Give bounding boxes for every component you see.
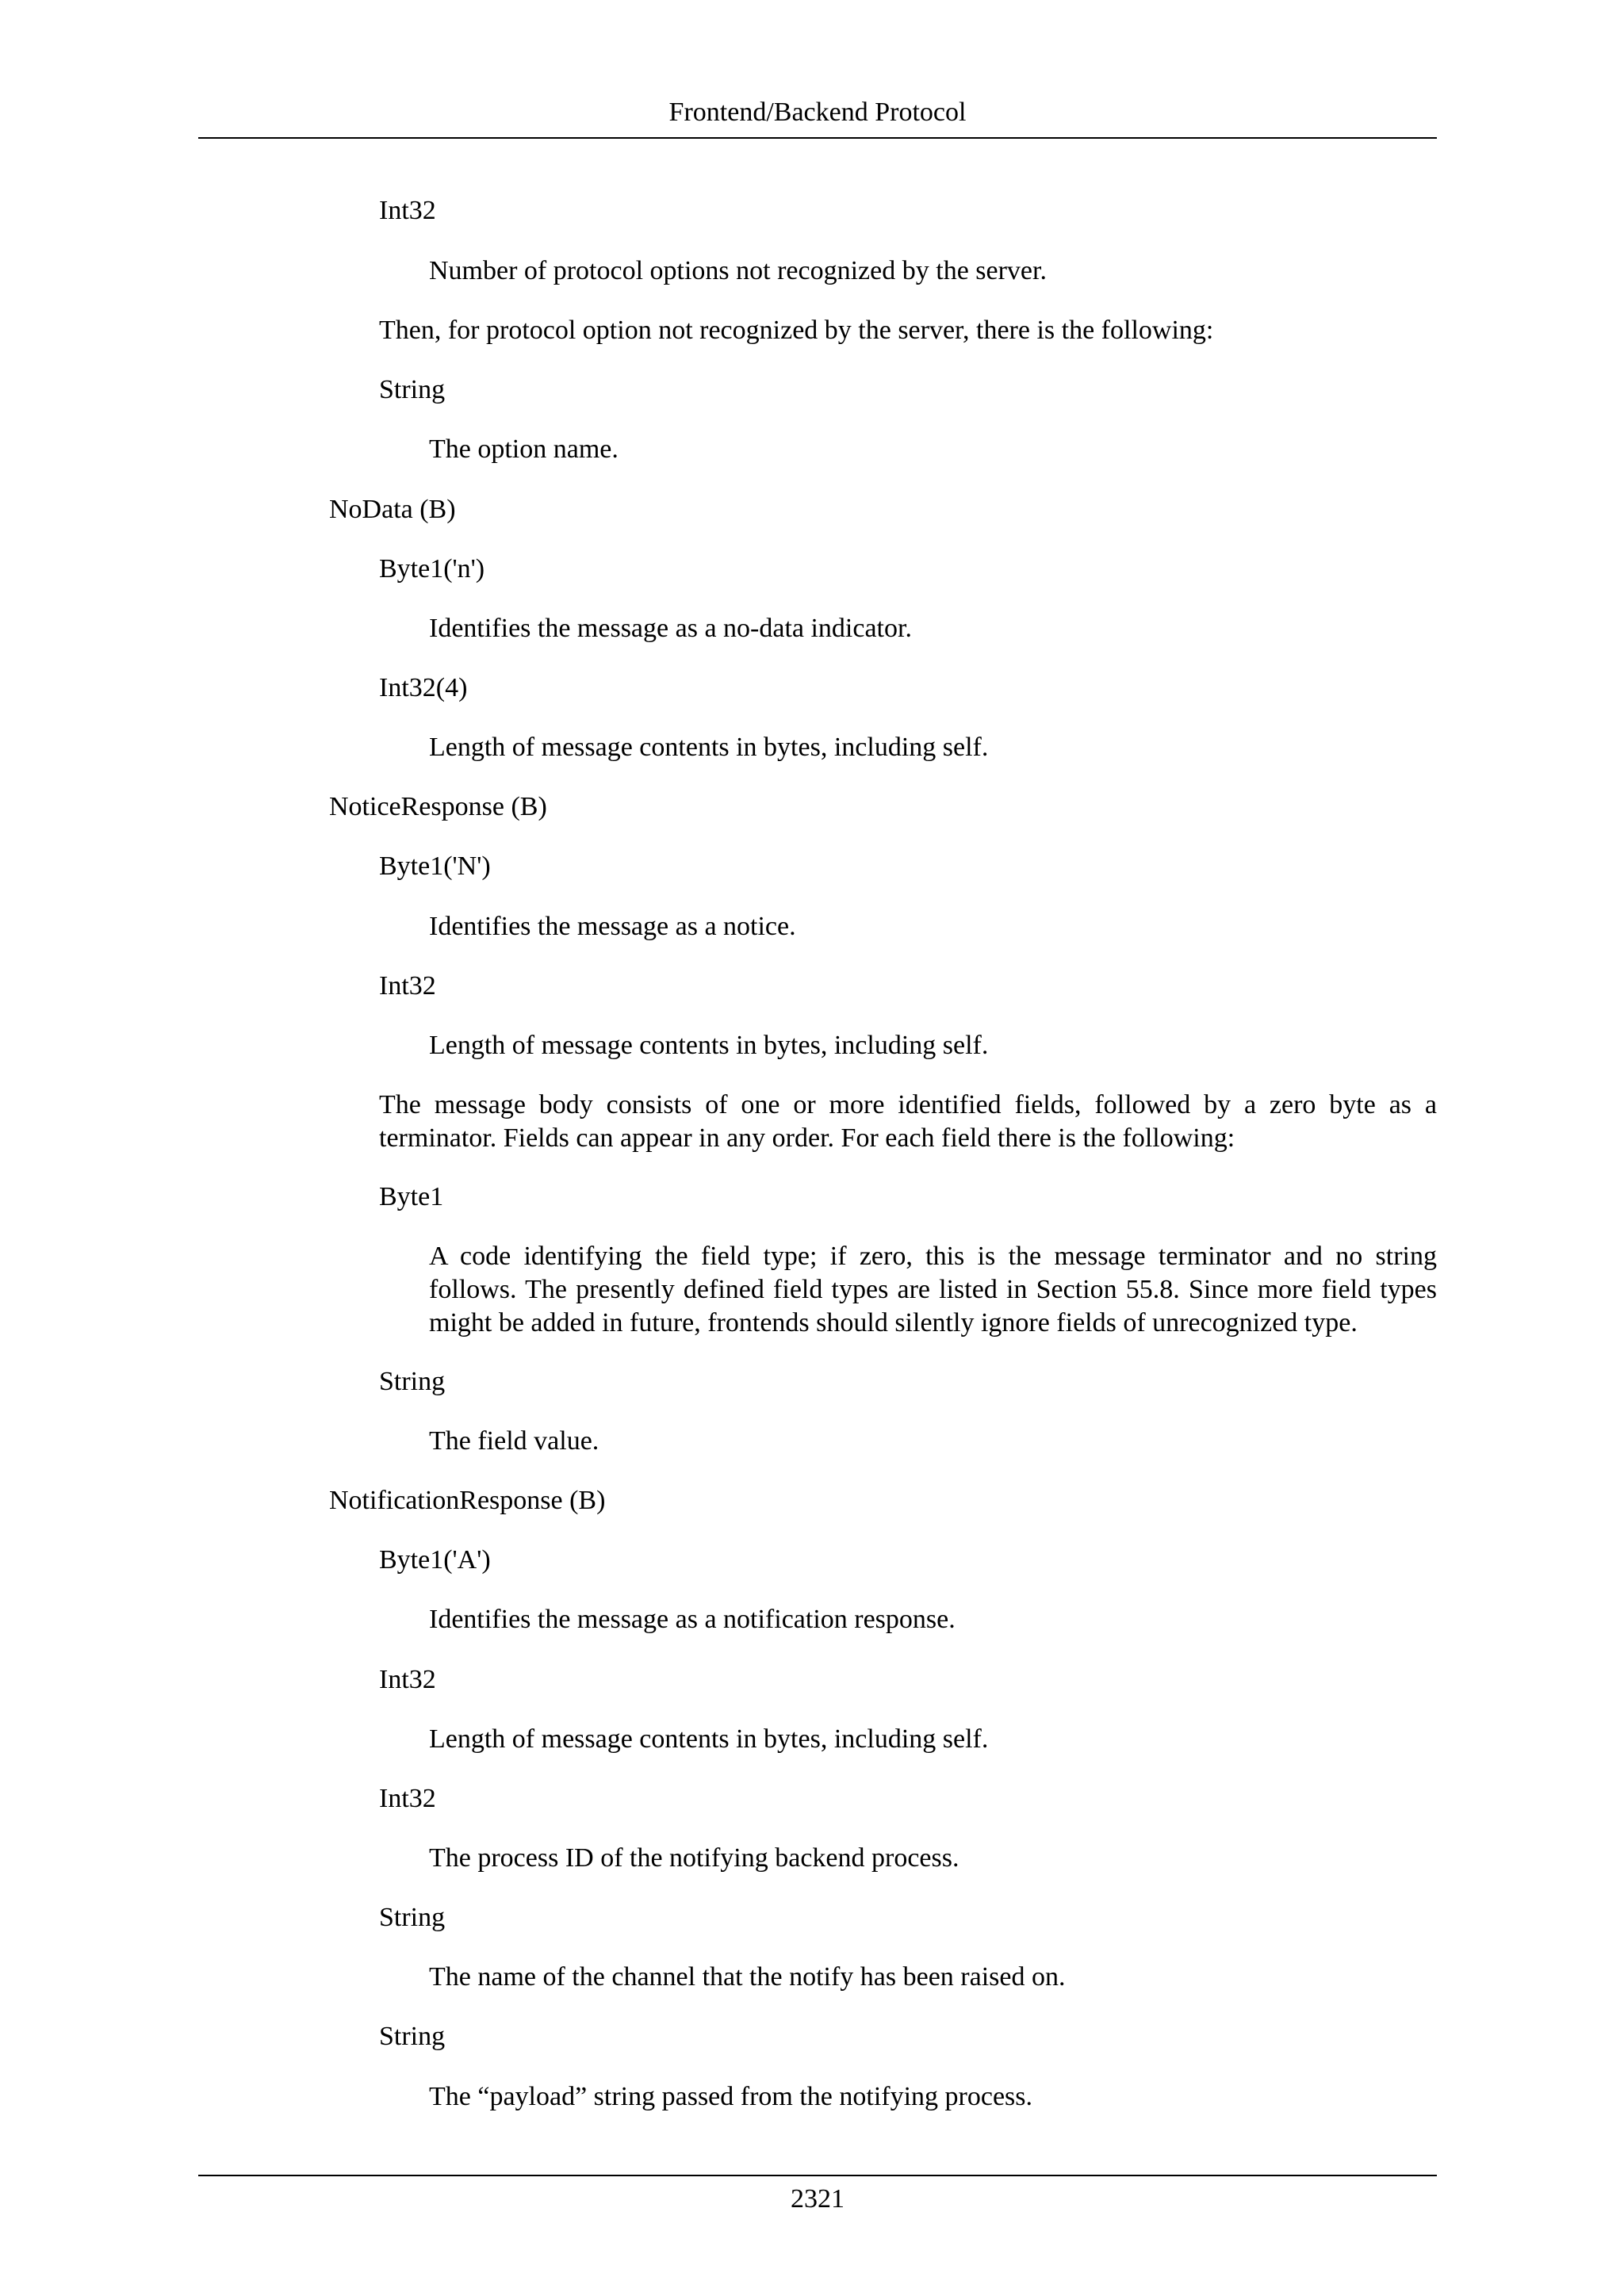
field-description: The name of the channel that the notify has been raised on. <box>429 1962 1066 1992</box>
field-description: The process ID of the notifying backend process. <box>429 1843 959 1873</box>
field-description: The option name. <box>429 434 619 464</box>
message-title-notificationresponse: NotificationResponse (B) <box>329 1486 606 1515</box>
message-title-nodata: NoData (B) <box>329 495 456 524</box>
field-type-label: Int32 <box>379 1784 436 1813</box>
field-description: Identifies the message as a no-data indicator. <box>429 614 912 643</box>
field-type-label: Byte1 <box>379 1182 444 1211</box>
field-type-label: Byte1('N') <box>379 851 491 881</box>
field-description: Length of message contents in bytes, including self. <box>429 1724 989 1754</box>
field-description: The “payload” string passed from the notifying process. <box>429 2082 1033 2111</box>
field-type-label: Byte1('A') <box>379 1545 491 1575</box>
field-type-label: Int32 <box>379 1665 436 1694</box>
field-type-label: String <box>379 1367 446 1396</box>
field-description: Number of protocol options not recognized by the server. <box>429 256 1047 285</box>
body-paragraph: Then, for protocol option not recognized by the server, there is the following: <box>379 316 1214 345</box>
body-paragraph: The message body consists of one or more identified fields, followed by a zero byte as a terminator. Fields can appear in any order. For each field there is the following: <box>379 1090 1437 1153</box>
field-type-label: Int32 <box>379 196 436 225</box>
field-type-label: String <box>379 2022 446 2051</box>
field-description: Length of message contents in bytes, including self. <box>429 733 989 762</box>
field-type-label: Int32(4) <box>379 673 468 702</box>
field-type-label: Int32 <box>379 971 436 1001</box>
field-type-label: String <box>379 1903 446 1932</box>
field-type-label: Byte1('n') <box>379 554 485 584</box>
field-description: Identifies the message as a notice. <box>429 912 796 941</box>
field-description: A code identifying the field type; if zero, this is the message terminator and no string follows. The presently defined field types are listed in Section 55.8. Since more field types might be added in future, frontends should silently ignore fields of unrecognized type. <box>429 1242 1437 1337</box>
footer-rule <box>198 2175 1437 2176</box>
running-header: Frontend/Backend Protocol <box>668 98 967 127</box>
field-type-label: String <box>379 375 446 404</box>
field-description: Identifies the message as a notification response. <box>429 1605 956 1634</box>
field-description: The field value. <box>429 1426 599 1456</box>
page-number: 2321 <box>791 2184 845 2214</box>
field-description: Length of message contents in bytes, including self. <box>429 1031 989 1060</box>
message-title-noticeresponse: NoticeResponse (B) <box>329 792 547 821</box>
